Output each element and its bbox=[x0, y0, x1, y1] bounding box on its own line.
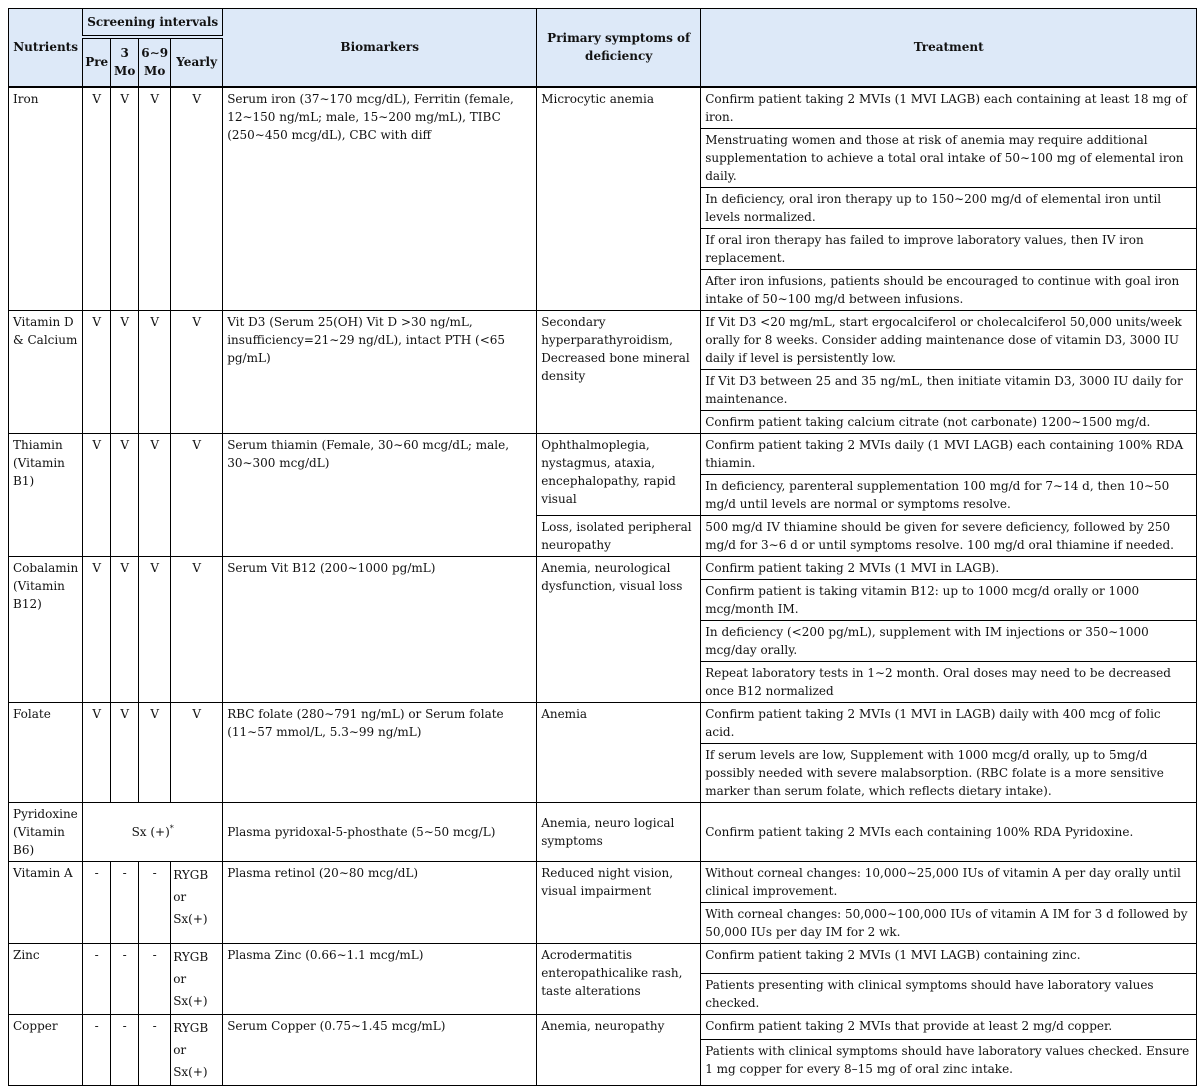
nutrient-name: Copper bbox=[9, 1014, 83, 1085]
treatment-cell: If serum levels are low, Supplement with 1000 mcg/d orally, up to 5mg/d possibly needed with severe malabsorption. (RBC folate is a more sensitive marker than serum folate, which reflects dietary intake). bbox=[701, 743, 1197, 802]
nutrient-name: Folate bbox=[9, 702, 83, 802]
biomarkers-cell: Serum iron (37∼170 mcg/dL), Ferritin (female, 12∼150 ng/mL; male, 15∼200 mg/mL), TIBC (250∼450 mcg/dL), CBC with diff bbox=[223, 87, 537, 311]
interval-pre: V bbox=[83, 433, 111, 556]
nutrient-name: Zinc bbox=[9, 943, 83, 1014]
treatment-cell: If Vit D3 <20 mg/mL, start ergocalciferol or cholecalciferol 50,000 units/week orally for 8 weeks. Consider adding maintenance dose of vitamin D3, 3000 IU daily if level is persistently low. bbox=[701, 310, 1197, 369]
symptoms-cell: Anemia, neurological dysfunction, visual loss bbox=[537, 556, 701, 702]
treatment-cell: Confirm patient taking 2 MVIs that provide at least 2 mg/d copper. bbox=[701, 1014, 1197, 1040]
treatment-cell: With corneal changes: 50,000∼100,000 IUs of vitamin A IM for 3 d followed by 50,000 IUs per day IM for 2 wk. bbox=[701, 902, 1197, 943]
interval-3mo: V bbox=[111, 702, 139, 802]
biomarkers-cell: Serum Copper (0.75∼1.45 mcg/mL) bbox=[223, 1014, 537, 1085]
biomarkers-cell: Plasma retinol (20∼80 mcg/dL) bbox=[223, 861, 537, 943]
interval-pre: V bbox=[83, 310, 111, 433]
header-yearly: Yearly bbox=[171, 37, 223, 87]
treatment-cell: In deficiency (<200 pg/mL), supplement with IM injections or 350∼1000 mcg/day orally. bbox=[701, 620, 1197, 661]
biomarkers-cell: RBC folate (280∼791 ng/mL) or Serum folate (11∼57 mmol/L, 5.3∼99 ng/mL) bbox=[223, 702, 537, 802]
table-row bbox=[9, 702, 1197, 743]
table-row bbox=[9, 310, 1197, 369]
symptoms-cell: Reduced night vision, visual impairment bbox=[537, 861, 701, 943]
table-row bbox=[9, 556, 1197, 579]
interval-symptomatic bbox=[83, 802, 223, 861]
sx-label: Sx (+) bbox=[131, 824, 170, 839]
treatment-cell: Patients presenting with clinical symptoms should have laboratory values checked. bbox=[701, 973, 1197, 1014]
header-treatment: Treatment bbox=[701, 9, 1197, 87]
nutrient-name: Pyridoxine (Vitamin B6) bbox=[9, 802, 83, 861]
interval-yearly: V bbox=[171, 433, 223, 556]
nutrient-name: Vitamin A bbox=[9, 861, 83, 943]
treatment-cell: 500 mg/d IV thiamine should be given for severe deficiency, followed by 250 mg/d for 3∼6 d or until symptoms resolve. 100 mg/d oral thiamine if needed. bbox=[701, 515, 1197, 556]
interval-6-9mo: V bbox=[139, 87, 171, 311]
nutrient-name: Cobalamin (Vitamin B12) bbox=[9, 556, 83, 702]
interval-6-9mo: V bbox=[139, 556, 171, 702]
interval-6-9mo: - bbox=[139, 943, 171, 1014]
table-row bbox=[9, 433, 1197, 474]
interval-yearly: RYGB or Sx(+) bbox=[171, 861, 223, 943]
table-row bbox=[9, 861, 1197, 902]
biomarkers-cell: Serum Vit B12 (200∼1000 pg/mL) bbox=[223, 556, 537, 702]
header-3mo: 3 Mo bbox=[111, 37, 139, 87]
header-6-9mo: 6∼9 Mo bbox=[139, 37, 171, 87]
table-row bbox=[9, 802, 1197, 861]
interval-3mo: - bbox=[111, 861, 139, 943]
nutrient-screening-table bbox=[8, 8, 1197, 1086]
treatment-cell: Confirm patient taking 2 MVIs daily (1 MVI LAGB) each containing 100% RDA thiamin. bbox=[701, 433, 1197, 474]
symptoms-cell: Ophthalmoplegia, nystagmus, ataxia, encephalopathy, rapid visual bbox=[537, 433, 701, 515]
interval-6-9mo: V bbox=[139, 310, 171, 433]
interval-pre: V bbox=[83, 87, 111, 311]
symptoms-cell: Acrodermatitis enteropathicalike rash, taste alterations bbox=[537, 943, 701, 1014]
interval-3mo: V bbox=[111, 433, 139, 556]
treatment-cell: Confirm patient taking 2 MVIs (1 MVI LAGB) containing zinc. bbox=[701, 943, 1197, 973]
interval-yearly: V bbox=[171, 87, 223, 311]
interval-pre: V bbox=[83, 702, 111, 802]
biomarkers-cell: Plasma pyridoxal-5-phosthate (5∼50 mcg/L) bbox=[223, 802, 537, 861]
interval-pre: - bbox=[83, 943, 111, 1014]
nutrient-name: Iron bbox=[9, 87, 83, 311]
sx-footnote-mark: * bbox=[169, 823, 174, 833]
symptoms-cell: Anemia bbox=[537, 702, 701, 802]
interval-6-9mo: V bbox=[139, 702, 171, 802]
treatment-cell: Confirm patient taking 2 MVIs each containing 100% RDA Pyridoxine. bbox=[701, 802, 1197, 861]
biomarkers-cell: Plasma Zinc (0.66∼1.1 mcg/mL) bbox=[223, 943, 537, 1014]
interval-yearly: V bbox=[171, 310, 223, 433]
interval-pre: - bbox=[83, 861, 111, 943]
header-screening-intervals: Screening intervals bbox=[83, 9, 223, 37]
interval-pre: - bbox=[83, 1014, 111, 1085]
symptoms-cell: Microcytic anemia bbox=[537, 87, 701, 311]
nutrient-name: Thiamin (Vitamin B1) bbox=[9, 433, 83, 556]
treatment-cell: In deficiency, oral iron therapy up to 150∼200 mg/d of elemental iron until levels normalized. bbox=[701, 187, 1197, 228]
table-row bbox=[9, 943, 1197, 973]
table-row bbox=[9, 87, 1197, 129]
table-row bbox=[9, 1014, 1197, 1040]
treatment-cell: Confirm patient taking 2 MVIs (1 MVI LAGB) each containing at least 18 mg of iron. bbox=[701, 87, 1197, 129]
interval-yearly: RYGB or Sx(+) bbox=[171, 943, 223, 1014]
interval-yearly: V bbox=[171, 556, 223, 702]
treatment-cell: Confirm patient taking 2 MVIs (1 MVI in LAGB) daily with 400 mcg of folic acid. bbox=[701, 702, 1197, 743]
interval-yearly: V bbox=[171, 702, 223, 802]
symptoms-cell: Anemia, neuro logical symptoms bbox=[537, 802, 701, 861]
treatment-cell: Without corneal changes: 10,000∼25,000 IUs of vitamin A per day orally until clinical improvement. bbox=[701, 861, 1197, 902]
treatment-cell: Menstruating women and those at risk of anemia may require additional supplementation to achieve a total oral intake of 50∼100 mg of elemental iron daily. bbox=[701, 128, 1197, 187]
interval-6-9mo: V bbox=[139, 433, 171, 556]
treatment-cell: Repeat laboratory tests in 1∼2 month. Oral doses may need to be decreased once B12 normalized bbox=[701, 661, 1197, 702]
interval-6-9mo: - bbox=[139, 861, 171, 943]
header-symptoms: Primary symptoms of deficiency bbox=[537, 9, 701, 87]
nutrient-name: Vitamin D & Calcium bbox=[9, 310, 83, 433]
treatment-cell: Patients with clinical symptoms should have laboratory values checked. Ensure 1 mg copper for every 8–15 mg of oral zinc intake. bbox=[701, 1040, 1197, 1085]
interval-3mo: V bbox=[111, 556, 139, 702]
interval-6-9mo: - bbox=[139, 1014, 171, 1085]
interval-pre: V bbox=[83, 556, 111, 702]
treatment-cell: Confirm patient is taking vitamin B12: up to 1000 mcg/d orally or 1000 mcg/month IM. bbox=[701, 579, 1197, 620]
interval-3mo: - bbox=[111, 943, 139, 1014]
biomarkers-cell: Vit D3 (Serum 25(OH) Vit D >30 ng/mL, insufficiency=21∼29 ng/dL), intact PTH (<65 pg/mL) bbox=[223, 310, 537, 433]
treatment-cell: If oral iron therapy has failed to improve laboratory values, then IV iron replacement. bbox=[701, 228, 1197, 269]
treatment-cell: If Vit D3 between 25 and 35 ng/mL, then initiate vitamin D3, 3000 IU daily for maintenance. bbox=[701, 369, 1197, 410]
interval-yearly: RYGB or Sx(+) bbox=[171, 1014, 223, 1085]
header-biomarkers: Biomarkers bbox=[223, 9, 537, 87]
treatment-cell: Confirm patient taking 2 MVIs (1 MVI in LAGB). bbox=[701, 556, 1197, 579]
treatment-cell: Confirm patient taking calcium citrate (not carbonate) 1200∼1500 mg/d. bbox=[701, 410, 1197, 433]
header-pre: Pre bbox=[83, 37, 111, 87]
symptoms-cell: Anemia, neuropathy bbox=[537, 1014, 701, 1085]
header-nutrients: Nutrients bbox=[9, 9, 83, 87]
treatment-cell: In deficiency, parenteral supplementation 100 mg/d for 7∼14 d, then 10∼50 mg/d until levels are normal or symptoms resolve. bbox=[701, 474, 1197, 515]
biomarkers-cell: Serum thiamin (Female, 30∼60 mcg/dL; male, 30∼300 mcg/dL) bbox=[223, 433, 537, 556]
symptoms-cell: Loss, isolated peripheral neuropathy bbox=[537, 515, 701, 556]
interval-3mo: V bbox=[111, 310, 139, 433]
interval-3mo: V bbox=[111, 87, 139, 311]
symptoms-cell: Secondary hyperparathyroidism, Decreased bone mineral density bbox=[537, 310, 701, 433]
treatment-cell: After iron infusions, patients should be encouraged to continue with goal iron intake of 50∼100 mg/d between infusions. bbox=[701, 269, 1197, 310]
interval-3mo: - bbox=[111, 1014, 139, 1085]
